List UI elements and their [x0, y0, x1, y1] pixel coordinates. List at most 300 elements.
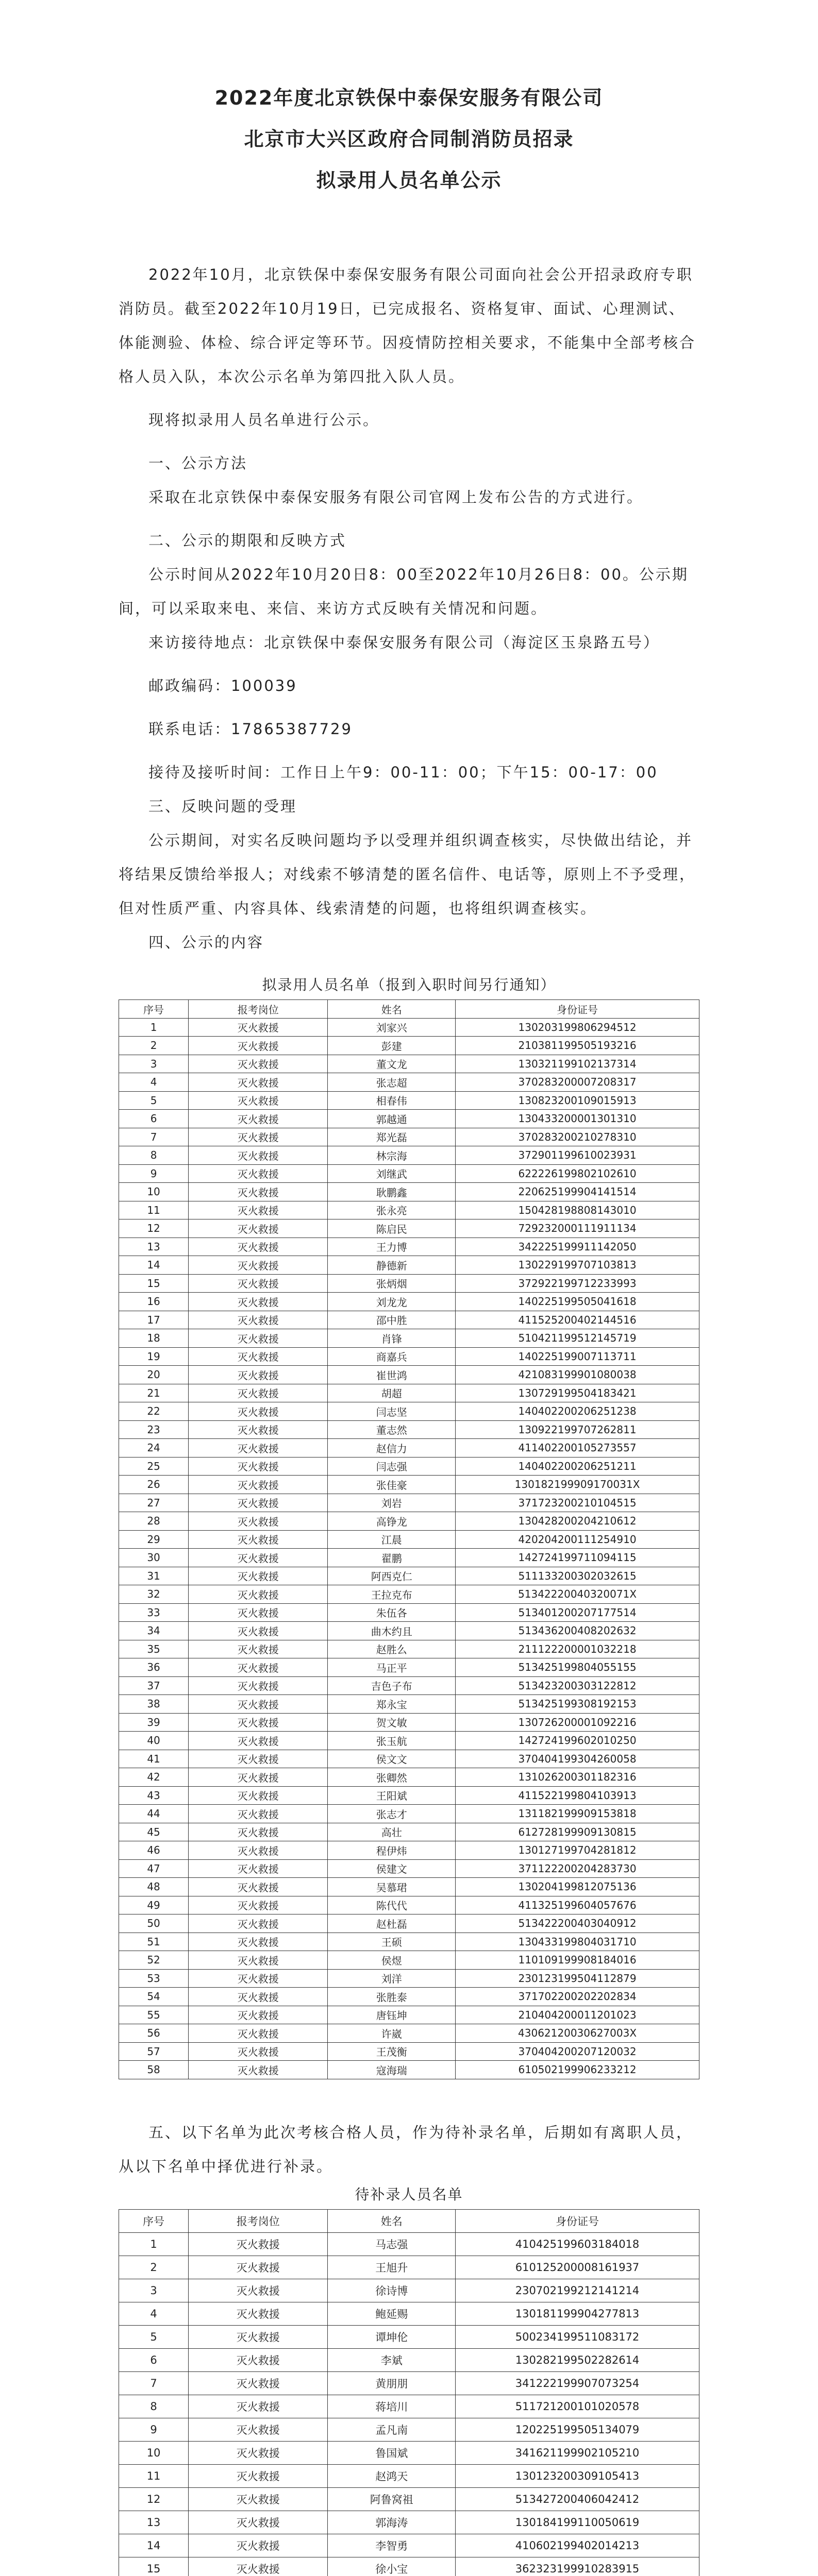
table-cell: 谭坤伦 — [328, 2325, 456, 2348]
table-cell: 灭火救援 — [189, 1914, 328, 1933]
table-row — [119, 1658, 699, 1677]
table-cell: 513427200406042412 — [456, 2487, 699, 2511]
table-row — [119, 1823, 699, 1841]
section-2-address: 来访接待地点：北京铁保中泰保安服务有限公司（海淀区玉泉路五号） — [148, 634, 660, 651]
table-cell: 灭火救援 — [189, 1988, 328, 2006]
table-row — [119, 1402, 699, 1421]
table-cell: 鲁国斌 — [328, 2441, 456, 2464]
table-cell: 131026200301182316 — [456, 1768, 699, 1787]
table-cell: 48 — [119, 1878, 189, 1896]
table-cell: 灭火救援 — [189, 1512, 328, 1531]
table-cell: 张胜泰 — [328, 1988, 456, 2006]
table-cell: 灭火救援 — [189, 1402, 328, 1421]
table-cell: 513436200408202632 — [456, 1622, 699, 1640]
column-header: 身份证号 — [456, 2209, 699, 2232]
table-cell: 灭火救援 — [189, 1366, 328, 1384]
table-cell: 灭火救援 — [189, 1018, 328, 1037]
table-cell: 贺文敏 — [328, 1713, 456, 1732]
table-cell: 130729199504183421 — [456, 1384, 699, 1402]
table-cell: 灭火救援 — [189, 2418, 328, 2441]
table-row — [119, 1219, 699, 1238]
table-cell: 18 — [119, 1329, 189, 1348]
table-cell: 56 — [119, 2024, 189, 2043]
table-cell: 林宗海 — [328, 1146, 456, 1165]
table-cell: 140225199007113711 — [456, 1347, 699, 1366]
table-cell: 灭火救援 — [189, 1384, 328, 1402]
table-cell: 黄朋朋 — [328, 2371, 456, 2395]
table-cell: 灭火救援 — [189, 2371, 328, 2395]
table-row — [119, 2464, 699, 2487]
table-row — [119, 1512, 699, 1531]
table-cell: 55 — [119, 2006, 189, 2024]
table-cell: 邵中胜 — [328, 1311, 456, 1329]
table-cell: 高铮龙 — [328, 1512, 456, 1531]
table-cell: 张志超 — [328, 1073, 456, 1092]
table-cell: 刘岩 — [328, 1494, 456, 1512]
table-row — [119, 1951, 699, 1970]
table-cell: 郑永宝 — [328, 1695, 456, 1714]
table-cell: 9 — [119, 1164, 189, 1183]
table-cell: 灭火救援 — [189, 1530, 328, 1549]
table-row — [119, 1420, 699, 1439]
table-cell: 130204199812075136 — [456, 1878, 699, 1896]
table-row — [119, 1567, 699, 1585]
table-cell: 52 — [119, 1951, 189, 1970]
table-cell: 灭火救援 — [189, 1732, 328, 1750]
table-cell: 相春伟 — [328, 1091, 456, 1110]
table-cell: 50 — [119, 1914, 189, 1933]
table-cell: 53 — [119, 1969, 189, 1988]
table-cell: 142724199602010250 — [456, 1732, 699, 1750]
table-cell: 胡超 — [328, 1384, 456, 1402]
table-cell: 41 — [119, 1750, 189, 1768]
table-cell: 370283200210278310 — [456, 1128, 699, 1146]
table-cell: 131182199909153818 — [456, 1805, 699, 1823]
table-row — [119, 2348, 699, 2371]
table-cell: 44 — [119, 1805, 189, 1823]
table-cell: 赵杜磊 — [328, 1914, 456, 1933]
table-cell: 张炳烟 — [328, 1274, 456, 1293]
table-cell: 371702200202202834 — [456, 1988, 699, 2006]
table-cell: 130282199502282614 — [456, 2348, 699, 2371]
table-cell: 灭火救援 — [189, 1567, 328, 1585]
table-cell: 610125200008161937 — [456, 2256, 699, 2279]
table-cell: 30 — [119, 1549, 189, 1567]
table-row — [119, 2279, 699, 2302]
section-4-heading: 四、公示的内容 — [148, 934, 264, 951]
table-cell: 曲木约且 — [328, 1622, 456, 1640]
table-row — [119, 2024, 699, 2043]
table-cell: 513425199804055155 — [456, 1658, 699, 1677]
table-row — [119, 1439, 699, 1458]
table-row — [119, 1933, 699, 1951]
table-cell: 370404200207120032 — [456, 2042, 699, 2061]
table-row — [119, 2534, 699, 2557]
table-cell: 灭火救援 — [189, 2395, 328, 2418]
table-cell: 灭火救援 — [189, 2232, 328, 2256]
table-cell: 3 — [119, 1055, 189, 1073]
table-cell: 47 — [119, 1859, 189, 1878]
table-cell: 130229199707103813 — [456, 1256, 699, 1275]
table-cell: 130433200001301310 — [456, 1110, 699, 1128]
table-cell: 12 — [119, 2487, 189, 2511]
table-cell: 14 — [119, 2534, 189, 2557]
column-header: 姓名 — [328, 1000, 456, 1019]
table-cell: 灭火救援 — [189, 1420, 328, 1439]
table-cell: 灭火救援 — [189, 1037, 328, 1055]
table-cell: 灭火救援 — [189, 2302, 328, 2325]
table-row — [119, 1805, 699, 1823]
table-cell: 140225199505041618 — [456, 1293, 699, 1311]
section-2-postcode: 邮政编码：100039 — [148, 677, 297, 694]
table-cell: 灭火救援 — [189, 1786, 328, 1805]
table-cell: 22 — [119, 1402, 189, 1421]
table-cell: 110109199908184016 — [456, 1951, 699, 1970]
table-row — [119, 2418, 699, 2441]
table-cell: 511133200302032615 — [456, 1567, 699, 1585]
table-cell: 灭火救援 — [189, 2348, 328, 2371]
table-cell: 灭火救援 — [189, 1439, 328, 1458]
table-cell: 410602199402014213 — [456, 2534, 699, 2557]
column-header: 身份证号 — [456, 1000, 699, 1019]
table-cell: 12 — [119, 1219, 189, 1238]
hire-list-table — [119, 999, 699, 2079]
table-cell: 徐诗博 — [328, 2279, 456, 2302]
table-cell: 2 — [119, 1037, 189, 1055]
table-cell: 赵信力 — [328, 1439, 456, 1458]
table-cell: 54 — [119, 1988, 189, 2006]
table-cell: 灭火救援 — [189, 2464, 328, 2487]
table-row — [119, 1457, 699, 1476]
table-cell: 411402200105273557 — [456, 1439, 699, 1458]
table-cell: 董文龙 — [328, 1055, 456, 1073]
table-cell: 13 — [119, 1238, 189, 1256]
now-paragraph: 现将拟录用人员名单进行公示。 — [148, 411, 380, 429]
column-header: 报考岗位 — [189, 1000, 328, 1019]
table-cell: 35 — [119, 1640, 189, 1658]
table-row — [119, 2042, 699, 2061]
table-cell: 郭海涛 — [328, 2511, 456, 2534]
body-text — [119, 258, 699, 959]
table-row — [119, 1914, 699, 1933]
table-cell: 灭火救援 — [189, 1256, 328, 1275]
table-cell: 51 — [119, 1933, 189, 1951]
table-row — [119, 1676, 699, 1695]
table-row — [119, 1768, 699, 1787]
table-cell: 5 — [119, 2325, 189, 2348]
table-cell: 刘继武 — [328, 1164, 456, 1183]
section-2-time: 公示时间从2022年10月20日8：00至2022年10月26日8：00。公示期间，可以采取来电、来信、来访方式反映有关情况和问题。 — [119, 566, 689, 617]
table-cell: 130321199102137314 — [456, 1055, 699, 1073]
table-cell: 2 — [119, 2256, 189, 2279]
table-cell: 341222199907073254 — [456, 2371, 699, 2395]
title-line-1: 2022年度北京铁保中泰保安服务有限公司 — [214, 87, 604, 109]
table-row — [119, 2371, 699, 2395]
table-cell: 130123200309105413 — [456, 2464, 699, 2487]
table-cell: 46 — [119, 1841, 189, 1860]
table-cell: 27 — [119, 1494, 189, 1512]
table-cell: 灭火救援 — [189, 1896, 328, 1914]
table-cell: 闫志坚 — [328, 1402, 456, 1421]
table-cell: 11 — [119, 2464, 189, 2487]
table-row — [119, 1201, 699, 1219]
table-cell: 130182199909170031X — [456, 1476, 699, 1494]
table-row — [119, 1018, 699, 1037]
table-row — [119, 1640, 699, 1658]
table-row — [119, 1878, 699, 1896]
table-cell: 灭火救援 — [189, 2441, 328, 2464]
table-cell: 31 — [119, 1567, 189, 1585]
table-row — [119, 1037, 699, 1055]
table-cell: 372901199610023931 — [456, 1146, 699, 1165]
table-row — [119, 1311, 699, 1329]
section-3-heading: 三、反映问题的受理 — [148, 798, 297, 815]
section-2-phone: 联系电话：17865387729 — [148, 720, 353, 738]
table-cell: 王阳斌 — [328, 1786, 456, 1805]
table-cell: 灭火救援 — [189, 1549, 328, 1567]
table-cell: 崔世鸿 — [328, 1366, 456, 1384]
table-cell: 灭火救援 — [189, 1823, 328, 1841]
table-cell: 灭火救援 — [189, 1146, 328, 1165]
table-cell: 灭火救援 — [189, 2279, 328, 2302]
table-cell: 张志才 — [328, 1805, 456, 1823]
table-cell: 10 — [119, 1183, 189, 1201]
table-row — [119, 1896, 699, 1914]
table-row — [119, 2511, 699, 2534]
table1-caption: 拟录用人员名单（报到入职时间另行通知） — [262, 976, 556, 993]
table-cell: 342225199911142050 — [456, 1238, 699, 1256]
table-row — [119, 1732, 699, 1750]
table-cell: 灭火救援 — [189, 1091, 328, 1110]
title-line-3: 拟录用人员名单公示 — [316, 169, 502, 192]
table-cell: 58 — [119, 2061, 189, 2079]
column-header: 报考岗位 — [189, 2209, 328, 2232]
table-row — [119, 1841, 699, 1860]
table-row — [119, 1969, 699, 1988]
table-cell: 马志强 — [328, 2232, 456, 2256]
table-cell: 耿鹏鑫 — [328, 1183, 456, 1201]
table-cell: 4 — [119, 2302, 189, 2325]
table-cell: 灭火救援 — [189, 1585, 328, 1604]
table-cell: 翟鹏 — [328, 1549, 456, 1567]
table-cell: 张卿然 — [328, 1768, 456, 1787]
table-cell: 341621199902105210 — [456, 2441, 699, 2464]
table-cell: 1 — [119, 1018, 189, 1037]
table-cell: 寇海瑞 — [328, 2061, 456, 2079]
table-cell: 高壮 — [328, 1823, 456, 1841]
table-cell: 370404199304260058 — [456, 1750, 699, 1768]
table-cell: 许崴 — [328, 2024, 456, 2043]
table-cell: 45 — [119, 1823, 189, 1841]
table-cell: 34 — [119, 1622, 189, 1640]
table-cell: 商嘉兵 — [328, 1347, 456, 1366]
table-cell: 郭越通 — [328, 1110, 456, 1128]
table-cell: 程伊炜 — [328, 1841, 456, 1860]
table-cell: 灭火救援 — [189, 1713, 328, 1732]
table-cell: 刘家兴 — [328, 1018, 456, 1037]
table-cell: 灭火救援 — [189, 1110, 328, 1128]
table-cell: 13 — [119, 2511, 189, 2534]
table-cell: 灭火救援 — [189, 2042, 328, 2061]
table-cell: 吴慕珺 — [328, 1878, 456, 1896]
table-cell: 370283200007208317 — [456, 1073, 699, 1092]
table-cell: 230123199504112879 — [456, 1969, 699, 1988]
section-5-paragraph: 五、以下名单为此次考核合格人员，作为待补录名单，后期如有离职人员，从以下名单中择优进行补录。 — [119, 2123, 693, 2175]
table-cell: 灭火救援 — [189, 1622, 328, 1640]
table2-caption: 待补录人员名单 — [355, 2185, 463, 2203]
table-cell: 徐小宝 — [328, 2557, 456, 2576]
table-cell: 513423200303122812 — [456, 1676, 699, 1695]
table-cell: 灭火救援 — [189, 1640, 328, 1658]
table-row — [119, 1055, 699, 1073]
table-cell: 灭火救援 — [189, 1658, 328, 1677]
table-cell: 赵胜么 — [328, 1640, 456, 1658]
table-cell: 140402200206251238 — [456, 1402, 699, 1421]
table-cell: 362323199910283915 — [456, 2557, 699, 2576]
table-row — [119, 2006, 699, 2024]
table-cell: 闫志强 — [328, 1457, 456, 1476]
table-row — [119, 1110, 699, 1128]
table-row — [119, 1329, 699, 1348]
table-cell: 140402200206251211 — [456, 1457, 699, 1476]
table-cell: 10 — [119, 2441, 189, 2464]
table-cell: 37 — [119, 1676, 189, 1695]
table-row — [119, 2441, 699, 2464]
table-cell: 211122200001032218 — [456, 1640, 699, 1658]
table-cell: 49 — [119, 1896, 189, 1914]
table-cell: 刘洋 — [328, 1969, 456, 1988]
table-cell: 513425199308192153 — [456, 1695, 699, 1714]
table-row — [119, 1073, 699, 1092]
table-row — [119, 1256, 699, 1275]
table-cell: 220625199904141514 — [456, 1183, 699, 1201]
section-1-heading: 一、公示方法 — [148, 454, 248, 472]
table-cell: 灭火救援 — [189, 1695, 328, 1714]
table-cell: 灭火救援 — [189, 1293, 328, 1311]
table-cell: 灭火救援 — [189, 1128, 328, 1146]
table-cell: 灭火救援 — [189, 1951, 328, 1970]
table-cell: 灭火救援 — [189, 1457, 328, 1476]
table-row — [119, 1128, 699, 1146]
table-cell: 9 — [119, 2418, 189, 2441]
table-row — [119, 1750, 699, 1768]
table-row — [119, 2232, 699, 2256]
table-cell: 410425199603184018 — [456, 2232, 699, 2256]
table-cell: 33 — [119, 1603, 189, 1622]
table-cell: 120225199505134079 — [456, 2418, 699, 2441]
table-cell: 26 — [119, 1476, 189, 1494]
table-cell: 灭火救援 — [189, 1750, 328, 1768]
table-cell: 130726200001092216 — [456, 1713, 699, 1732]
table-cell: 灭火救援 — [189, 1603, 328, 1622]
table-row — [119, 1786, 699, 1805]
table-cell: 17 — [119, 1311, 189, 1329]
table-cell: 28 — [119, 1512, 189, 1531]
table-row — [119, 1549, 699, 1567]
table-cell: 1 — [119, 2232, 189, 2256]
table-cell: 阿西克仁 — [328, 1567, 456, 1585]
table-cell: 36 — [119, 1658, 189, 1677]
table-cell: 刘龙龙 — [328, 1293, 456, 1311]
table-cell: 李斌 — [328, 2348, 456, 2371]
table-cell: 210381199505193216 — [456, 1037, 699, 1055]
table-row — [119, 2395, 699, 2418]
table-cell: 陈启民 — [328, 1219, 456, 1238]
table-row — [119, 1384, 699, 1402]
table-row — [119, 1859, 699, 1878]
table-cell: 150428198808143010 — [456, 1201, 699, 1219]
table-cell: 371122200204283730 — [456, 1859, 699, 1878]
table-cell: 29 — [119, 1530, 189, 1549]
table-cell: 23 — [119, 1420, 189, 1439]
table-cell: 513401200207177514 — [456, 1603, 699, 1622]
table-cell: 130922199707262811 — [456, 1420, 699, 1439]
table-cell: 411525200402144516 — [456, 1311, 699, 1329]
table-cell: 11 — [119, 1201, 189, 1219]
table-cell: 王茂衡 — [328, 2042, 456, 2061]
table-cell: 灭火救援 — [189, 2487, 328, 2511]
table-cell: 孟凡南 — [328, 2418, 456, 2441]
table-cell: 411522199804103913 — [456, 1786, 699, 1805]
table-row — [119, 2557, 699, 2576]
table-cell: 鲍延赐 — [328, 2302, 456, 2325]
table-cell: 张永亮 — [328, 1201, 456, 1219]
table-cell: 彭建 — [328, 1037, 456, 1055]
table-cell: 灭火救援 — [189, 2534, 328, 2557]
table-cell: 王旭升 — [328, 2256, 456, 2279]
table-cell: 灭火救援 — [189, 2024, 328, 2043]
table-cell: 灭火救援 — [189, 1055, 328, 1073]
table-cell: 灭火救援 — [189, 1219, 328, 1238]
table-cell: 3 — [119, 2279, 189, 2302]
table-cell: 15 — [119, 1274, 189, 1293]
table-cell: 42 — [119, 1768, 189, 1787]
table-cell: 灭火救援 — [189, 1311, 328, 1329]
table-cell: 511721200101020578 — [456, 2395, 699, 2418]
table-cell: 513422200403040912 — [456, 1914, 699, 1933]
table-cell: 43 — [119, 1786, 189, 1805]
column-header: 序号 — [119, 2209, 189, 2232]
column-header: 姓名 — [328, 2209, 456, 2232]
table-cell: 灭火救援 — [189, 1329, 328, 1348]
table-cell: 15 — [119, 2557, 189, 2576]
table-cell: 灭火救援 — [189, 1878, 328, 1896]
table-cell: 侯煜 — [328, 1951, 456, 1970]
section-1-body: 采取在北京铁保中泰保安服务有限公司官网上发布公告的方式进行。 — [148, 488, 644, 506]
table-cell: 灭火救援 — [189, 1969, 328, 1988]
table-cell: 张玉航 — [328, 1732, 456, 1750]
table-cell: 灭火救援 — [189, 1238, 328, 1256]
table-cell: 王拉克布 — [328, 1585, 456, 1604]
table-cell: 38 — [119, 1695, 189, 1714]
table-cell: 25 — [119, 1457, 189, 1476]
table-cell: 500234199511083172 — [456, 2325, 699, 2348]
table-cell: 510421199512145719 — [456, 1329, 699, 1348]
table-cell: 灭火救援 — [189, 2006, 328, 2024]
table-cell: 130203199806294512 — [456, 1018, 699, 1037]
table-cell: 130823200109015913 — [456, 1091, 699, 1110]
table-cell: 江晨 — [328, 1530, 456, 1549]
table-cell: 灭火救援 — [189, 1183, 328, 1201]
table-cell: 43062120030627003X — [456, 2024, 699, 2043]
table-cell: 371723200210104515 — [456, 1494, 699, 1512]
table-cell: 阿鲁窝祖 — [328, 2487, 456, 2511]
table-row — [119, 1622, 699, 1640]
table-row — [119, 1603, 699, 1622]
table-row — [119, 2256, 699, 2279]
table-cell: 420204200111254910 — [456, 1530, 699, 1549]
title-block — [119, 0, 699, 201]
